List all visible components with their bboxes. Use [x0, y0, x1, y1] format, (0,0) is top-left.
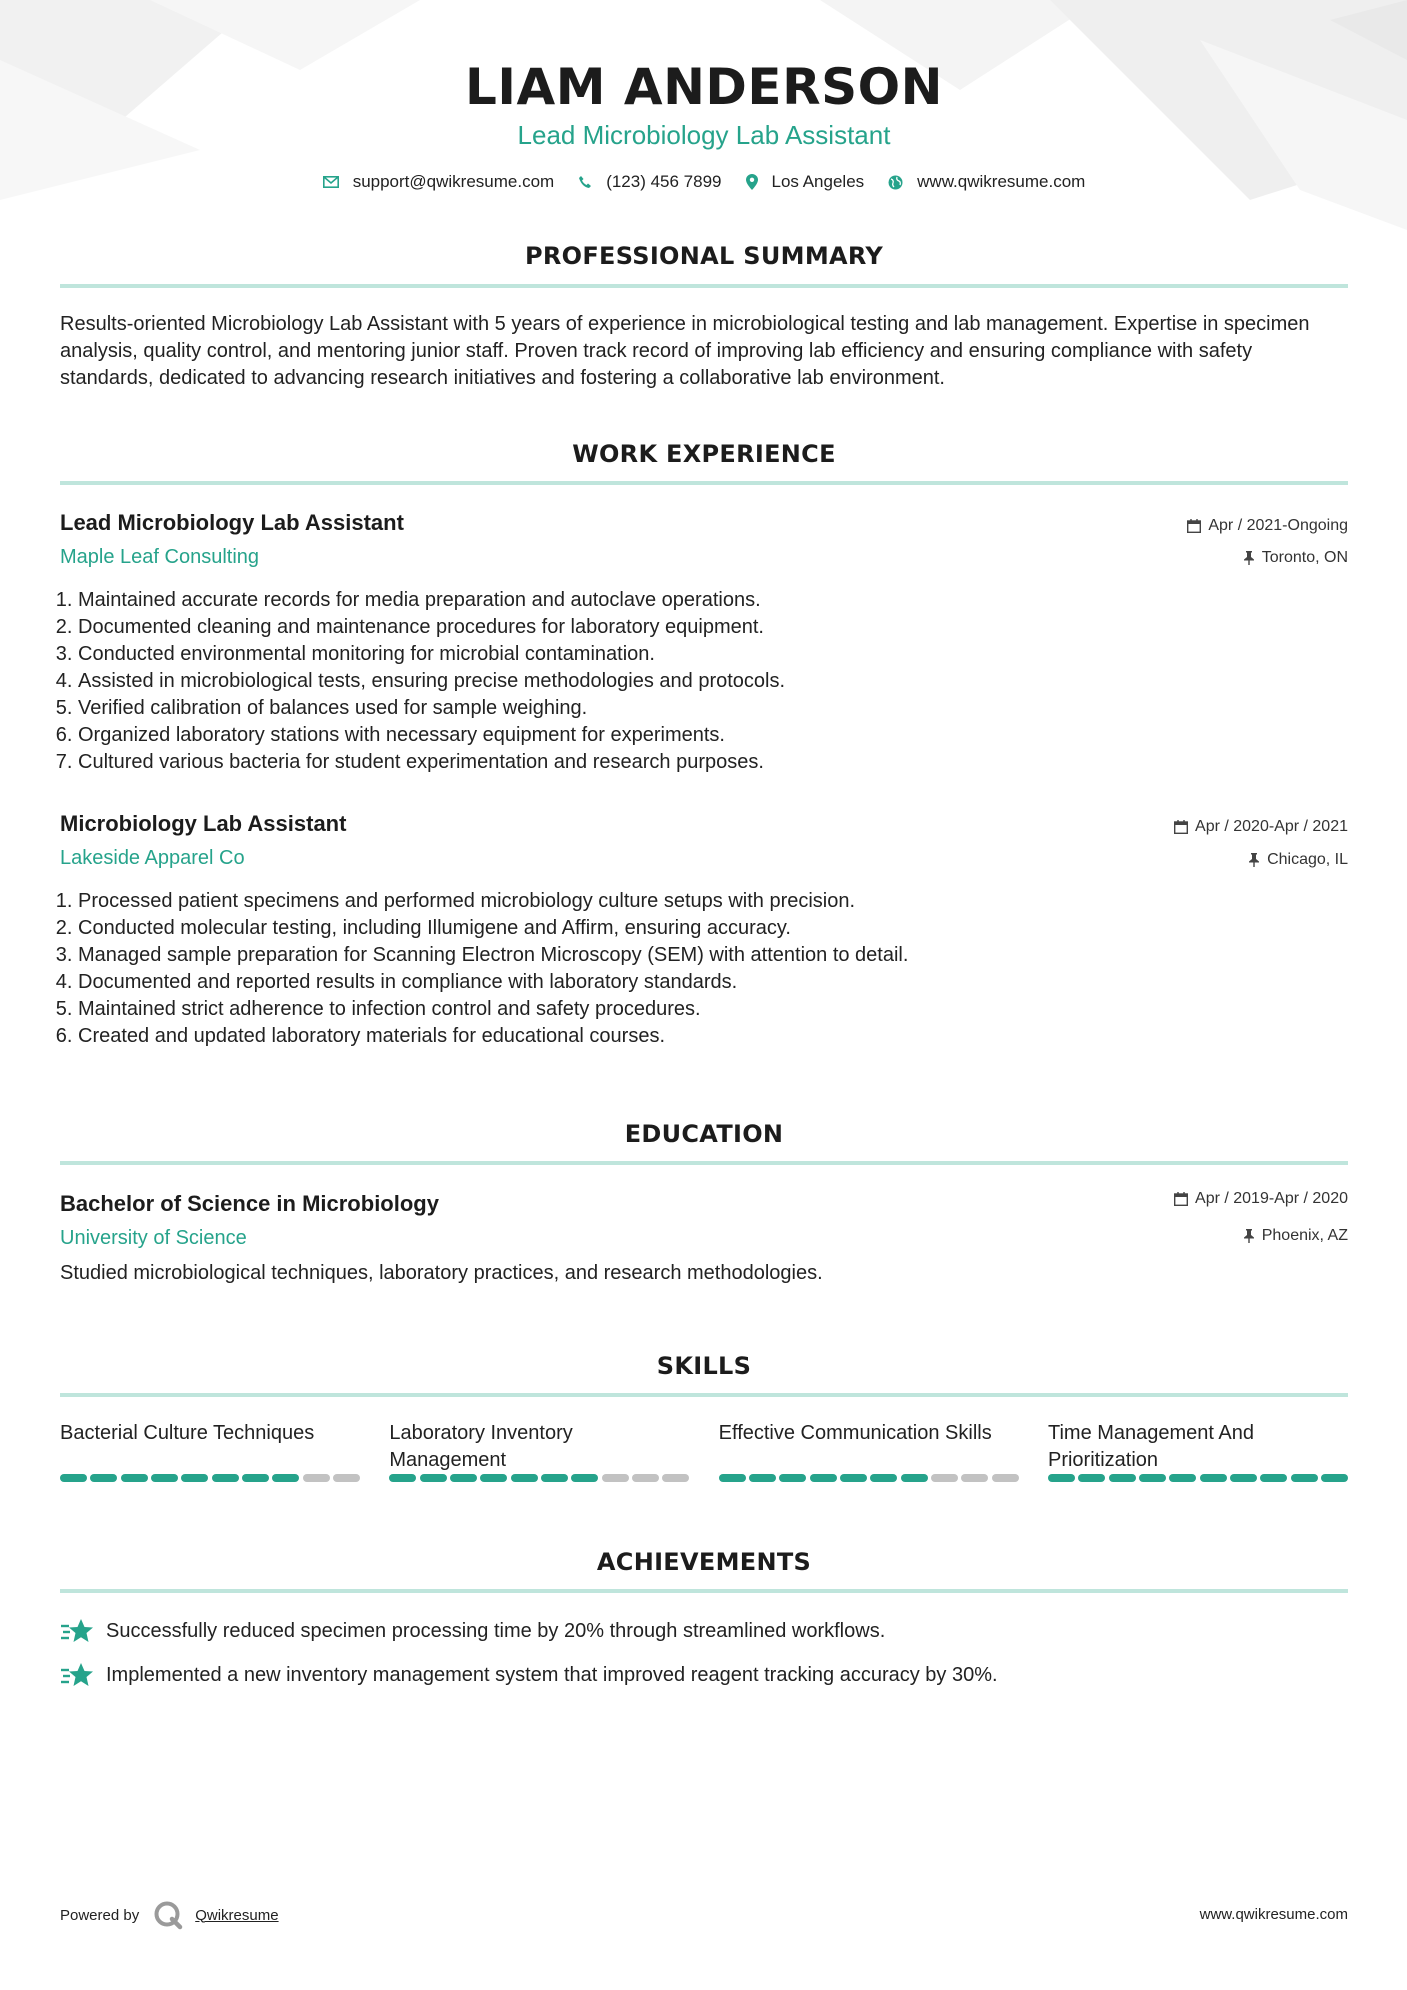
contact-bar — [60, 172, 1348, 192]
skill-segment-filled — [90, 1474, 117, 1482]
skill-segment-filled — [212, 1474, 239, 1482]
qwikresume-logo-icon — [153, 1900, 183, 1930]
job-1-dates — [1187, 517, 1348, 535]
envelope-icon — [323, 176, 339, 188]
job-1-company: Maple Leaf Consulting — [60, 546, 260, 568]
list-item: 7. Cultured various bacteria for student experimentation and research purposes. — [78, 749, 1278, 776]
summary-divider — [60, 284, 1348, 288]
skill-segment-filled — [389, 1474, 416, 1482]
job-2-location-text: Chicago, IL — [1267, 851, 1348, 868]
list-item: 3. Managed sample preparation for Scanning Electron Microscopy (SEM) with attention to detail. — [78, 942, 1278, 969]
skills-divider — [60, 1393, 1348, 1397]
skill-segment-filled — [870, 1474, 897, 1482]
summary-heading: PROFESSIONAL SUMMARY — [524, 242, 884, 270]
contact-location — [746, 172, 865, 192]
skill-segment-filled — [272, 1474, 299, 1482]
education-location — [1243, 1227, 1348, 1245]
pushpin-icon — [1248, 853, 1260, 867]
summary-text: Results-oriented Microbiology Lab Assistant with 5 years of experience in microbiological testing and lab management. Expertise in specimen analysis, quality control, and mentoring junior staff. Proven track record of improving lab efficiency and ensuring compliance with safety standards, dedicated to advancing research initiatives and fostering a collaborative lab environment. — [60, 313, 1310, 389]
education-location-text: Phoenix, AZ — [1261, 1227, 1348, 1244]
calendar-icon — [1187, 519, 1201, 533]
skill-segment-filled — [901, 1474, 928, 1482]
list-item: 2. Documented cleaning and maintenance procedures for laboratory equipment. — [78, 614, 1278, 641]
education-divider — [60, 1161, 1348, 1165]
achievements-divider — [60, 1589, 1348, 1593]
skill-segment-filled — [242, 1474, 269, 1482]
calendar-icon — [1174, 820, 1188, 834]
star-achievement-icon — [60, 1661, 94, 1689]
pushpin-icon — [1243, 1229, 1255, 1243]
skill-segment-filled — [450, 1474, 477, 1482]
globe-icon — [888, 175, 903, 190]
job-2-company: Lakeside Apparel Co — [60, 847, 245, 869]
candidate-name: LIAM ANDERSON — [465, 58, 943, 116]
calendar-icon — [1174, 1192, 1188, 1206]
skill-segment-filled — [810, 1474, 837, 1482]
skill-segment-empty — [662, 1474, 689, 1482]
achievement-text: Successfully reduced specimen processing time by 20% through streamlined workflows. — [106, 1619, 886, 1642]
job-1-dates-text: Apr / 2021-Ongoing — [1208, 517, 1348, 534]
job-1-title: Lead Microbiology Lab Assistant — [60, 510, 404, 535]
education-dates-text: Apr / 2019-Apr / 2020 — [1195, 1190, 1348, 1207]
skill-segment-filled — [420, 1474, 447, 1482]
skill-segment-filled — [151, 1474, 178, 1482]
skill-level-bar — [1048, 1474, 1348, 1482]
skill-segment-filled — [1200, 1474, 1227, 1482]
skill-segment-filled — [541, 1474, 568, 1482]
contact-phone-text: (123) 456 7899 — [606, 172, 722, 191]
skill-segment-empty — [303, 1474, 330, 1482]
job-1-location — [1243, 549, 1348, 567]
skill-segment-filled — [1169, 1474, 1196, 1482]
skill-segment-empty — [992, 1474, 1019, 1482]
achievement-item — [60, 1661, 998, 1689]
skill-segment-empty — [602, 1474, 629, 1482]
skill-segment-filled — [1048, 1474, 1075, 1482]
skill-segment-filled — [1291, 1474, 1318, 1482]
list-item: 5. Verified calibration of balances used for sample weighing. — [78, 695, 1278, 722]
skill-segment-filled — [571, 1474, 598, 1482]
education-dates — [1174, 1190, 1348, 1208]
skill-segment-empty — [632, 1474, 659, 1482]
list-item: 5. Maintained strict adherence to infection control and safety procedures. — [78, 996, 1278, 1023]
phone-icon — [578, 175, 592, 189]
list-item: 2. Conducted molecular testing, including Illumigene and Affirm, ensuring accuracy. — [78, 915, 1278, 942]
job-2-dates — [1174, 818, 1348, 836]
skill-segment-filled — [1230, 1474, 1257, 1482]
education-heading: EDUCATION — [624, 1120, 784, 1148]
contact-location-text: Los Angeles — [771, 172, 865, 191]
skill-segment-filled — [1109, 1474, 1136, 1482]
skills-list — [60, 1420, 1348, 1482]
footer-website-link[interactable]: www.qwikresume.com — [1199, 1906, 1348, 1923]
skill-level-bar — [60, 1474, 360, 1482]
skill-segment-filled — [779, 1474, 806, 1482]
skill-segment-filled — [1139, 1474, 1166, 1482]
skills-heading: SKILLS — [656, 1352, 752, 1380]
contact-email-text: support@qwikresume.com — [352, 172, 555, 191]
skill-segment-filled — [749, 1474, 776, 1482]
map-pin-icon — [746, 174, 758, 190]
skill-name: Bacterial Culture Techniques — [60, 1422, 315, 1444]
skill-segment-empty — [961, 1474, 988, 1482]
skill-item — [389, 1420, 689, 1482]
skill-segment-filled — [1321, 1474, 1348, 1482]
job-2-title: Microbiology Lab Assistant — [60, 811, 347, 836]
skill-segment-empty — [333, 1474, 360, 1482]
job-2-bullets — [60, 888, 1278, 1050]
skill-segment-filled — [840, 1474, 867, 1482]
list-item: 3. Conducted environmental monitoring for microbial contamination. — [78, 641, 1278, 668]
pushpin-icon — [1243, 551, 1255, 565]
list-item: 1. Processed patient specimens and performed microbiology culture setups with precision. — [78, 888, 1278, 915]
contact-phone[interactable] — [578, 172, 721, 192]
list-item: 6. Created and updated laboratory materials for educational courses. — [78, 1023, 1278, 1050]
job-2-dates-text: Apr / 2020-Apr / 2021 — [1195, 818, 1348, 835]
education-degree: Bachelor of Science in Microbiology — [60, 1191, 439, 1216]
contact-website-text: www.qwikresume.com — [917, 172, 1086, 191]
achievements-heading: ACHIEVEMENTS — [596, 1548, 812, 1576]
candidate-title: Lead Microbiology Lab Assistant — [517, 120, 891, 150]
skill-level-bar — [389, 1474, 689, 1482]
qwikresume-link[interactable]: Qwikresume — [195, 1906, 279, 1924]
skill-segment-filled — [1078, 1474, 1105, 1482]
achievement-item — [60, 1617, 885, 1645]
list-item: 4. Assisted in microbiological tests, ensuring precise methodologies and protocols. — [78, 668, 1278, 695]
skill-segment-filled — [181, 1474, 208, 1482]
skill-item — [1048, 1420, 1348, 1482]
education-school: University of Science — [60, 1227, 247, 1249]
skill-name: Laboratory Inventory Management — [389, 1422, 573, 1471]
contact-email[interactable] — [323, 172, 555, 192]
job-1-location-text: Toronto, ON — [1261, 549, 1348, 566]
achievement-text: Implemented a new inventory management system that improved reagent tracking accuracy by 30%. — [106, 1663, 998, 1686]
skill-name: Time Management And Prioritization — [1047, 1422, 1255, 1471]
skill-segment-filled — [1260, 1474, 1287, 1482]
experience-heading: WORK EXPERIENCE — [572, 440, 836, 468]
skill-segment-filled — [121, 1474, 148, 1482]
skill-segment-filled — [719, 1474, 746, 1482]
skill-segment-empty — [931, 1474, 958, 1482]
powered-by-label: Powered by — [60, 1906, 140, 1924]
skill-segment-filled — [60, 1474, 87, 1482]
skill-segment-filled — [511, 1474, 538, 1482]
list-item: 1. Maintained accurate records for media preparation and autoclave operations. — [78, 587, 1278, 614]
list-item: 6. Organized laboratory stations with necessary equipment for experiments. — [78, 722, 1278, 749]
education-description: Studied microbiological techniques, laboratory practices, and research methodologies. — [60, 1262, 823, 1284]
list-item: 4. Documented and reported results in compliance with laboratory standards. — [78, 969, 1278, 996]
job-1-bullets — [60, 587, 1278, 776]
experience-divider — [60, 481, 1348, 485]
footer-powered-by — [60, 1900, 279, 1930]
skill-level-bar — [719, 1474, 1019, 1482]
contact-website[interactable] — [888, 172, 1085, 192]
skill-item — [719, 1420, 1019, 1482]
star-achievement-icon — [60, 1617, 94, 1645]
skill-name: Effective Communication Skills — [718, 1422, 992, 1444]
skill-segment-filled — [480, 1474, 507, 1482]
skill-item — [60, 1420, 360, 1482]
job-2-location — [1248, 851, 1348, 869]
